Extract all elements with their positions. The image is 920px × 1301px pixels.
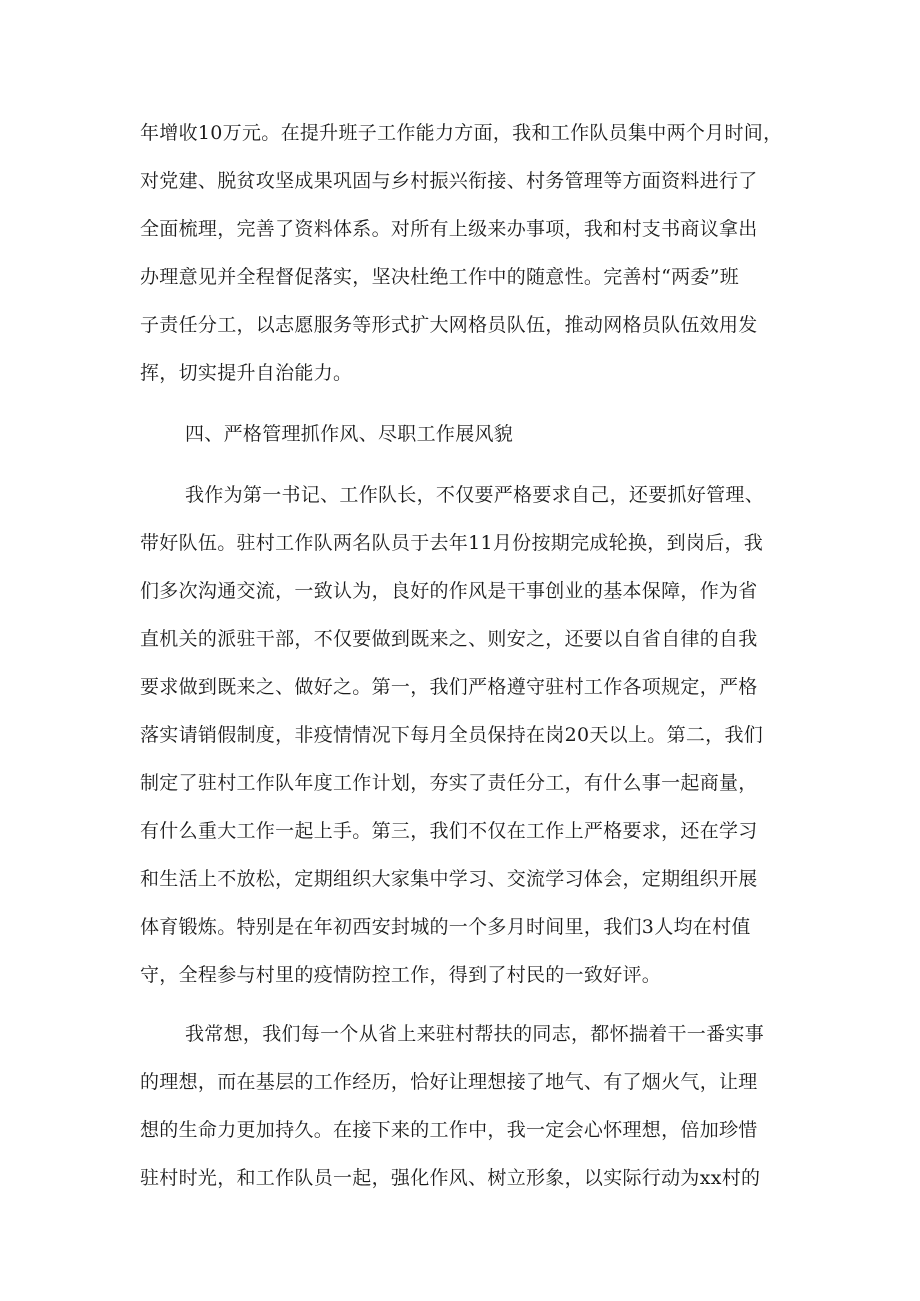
text-line: 体育锻炼。特别是在年初西安封城的一个多月时间里，我们3人均在村值 bbox=[140, 916, 751, 938]
text-line: 们多次沟通交流，一致认为，良好的作风是干事创业的基本保障，作为省 bbox=[140, 580, 758, 602]
text-line: 要求做到既来之、做好之。第一，我们严格遵守驻村工作各项规定，严格 bbox=[140, 676, 758, 698]
text-line: 子责任分工，以志愿服务等形式扩大网格员队伍，推动网格员队伍效用发 bbox=[140, 314, 758, 336]
text-line: 挥，切实提升自治能力。 bbox=[140, 362, 353, 384]
text-line: 带好队伍。驻村工作队两名队员于去年11月份按期完成轮换，到岗后，我 bbox=[140, 532, 764, 554]
text-line: 办理意见并全程督促落实，坚决杜绝工作中的随意性。完善村“两委”班 bbox=[140, 266, 740, 288]
text-line: 有什么重大工作一起上手。第三，我们不仅在工作上严格要求，还在学习 bbox=[140, 820, 758, 842]
text-line: 和生活上不放松，定期组织大家集中学习、交流学习体会，定期组织开展 bbox=[140, 868, 758, 890]
text-line: 制定了驻村工作队年度工作计划，夯实了责任分工，有什么事一起商量， bbox=[140, 772, 758, 794]
text-line: 年增收10万元。在提升班子工作能力方面，我和工作队员集中两个月时间， bbox=[140, 122, 783, 144]
text-line: 的理想，而在基层的工作经历，恰好让理想接了地气、有了烟火气，让理 bbox=[140, 1071, 758, 1093]
text-line: 我常想，我们每一个从省上来驻村帮扶的同志，都怀揣着干一番实事 bbox=[185, 1023, 765, 1045]
text-line: 我作为第一书记、工作队长，不仅要严格要求自己，还要抓好管理、 bbox=[185, 484, 765, 506]
text-line: 全面梳理，完善了资料体系。对所有上级来办事项，我和村支书商议拿出 bbox=[140, 218, 758, 240]
text-line: 对党建、脱贫攻坚成果巩固与乡村振兴衔接、村务管理等方面资料进行了 bbox=[140, 170, 758, 192]
text-line: 想的生命力更加持久。在接下来的工作中，我一定会心怀理想，倍加珍惜 bbox=[140, 1119, 758, 1141]
text-line: 落实请销假制度，非疫情情况下每月全员保持在岗20天以上。第二，我们 bbox=[140, 724, 764, 746]
text-line: 直机关的派驻干部，不仅要做到既来之、则安之，还要以自省自律的自我 bbox=[140, 628, 758, 650]
section-heading: 四、严格管理抓作风、尽职工作展风貌 bbox=[185, 423, 514, 445]
text-line: 驻村时光，和工作队员一起，强化作风、树立形象，以实际行动为xx村的 bbox=[140, 1167, 761, 1189]
text-line: 守，全程参与村里的疫情防控工作，得到了村民的一致好评。 bbox=[140, 964, 662, 986]
